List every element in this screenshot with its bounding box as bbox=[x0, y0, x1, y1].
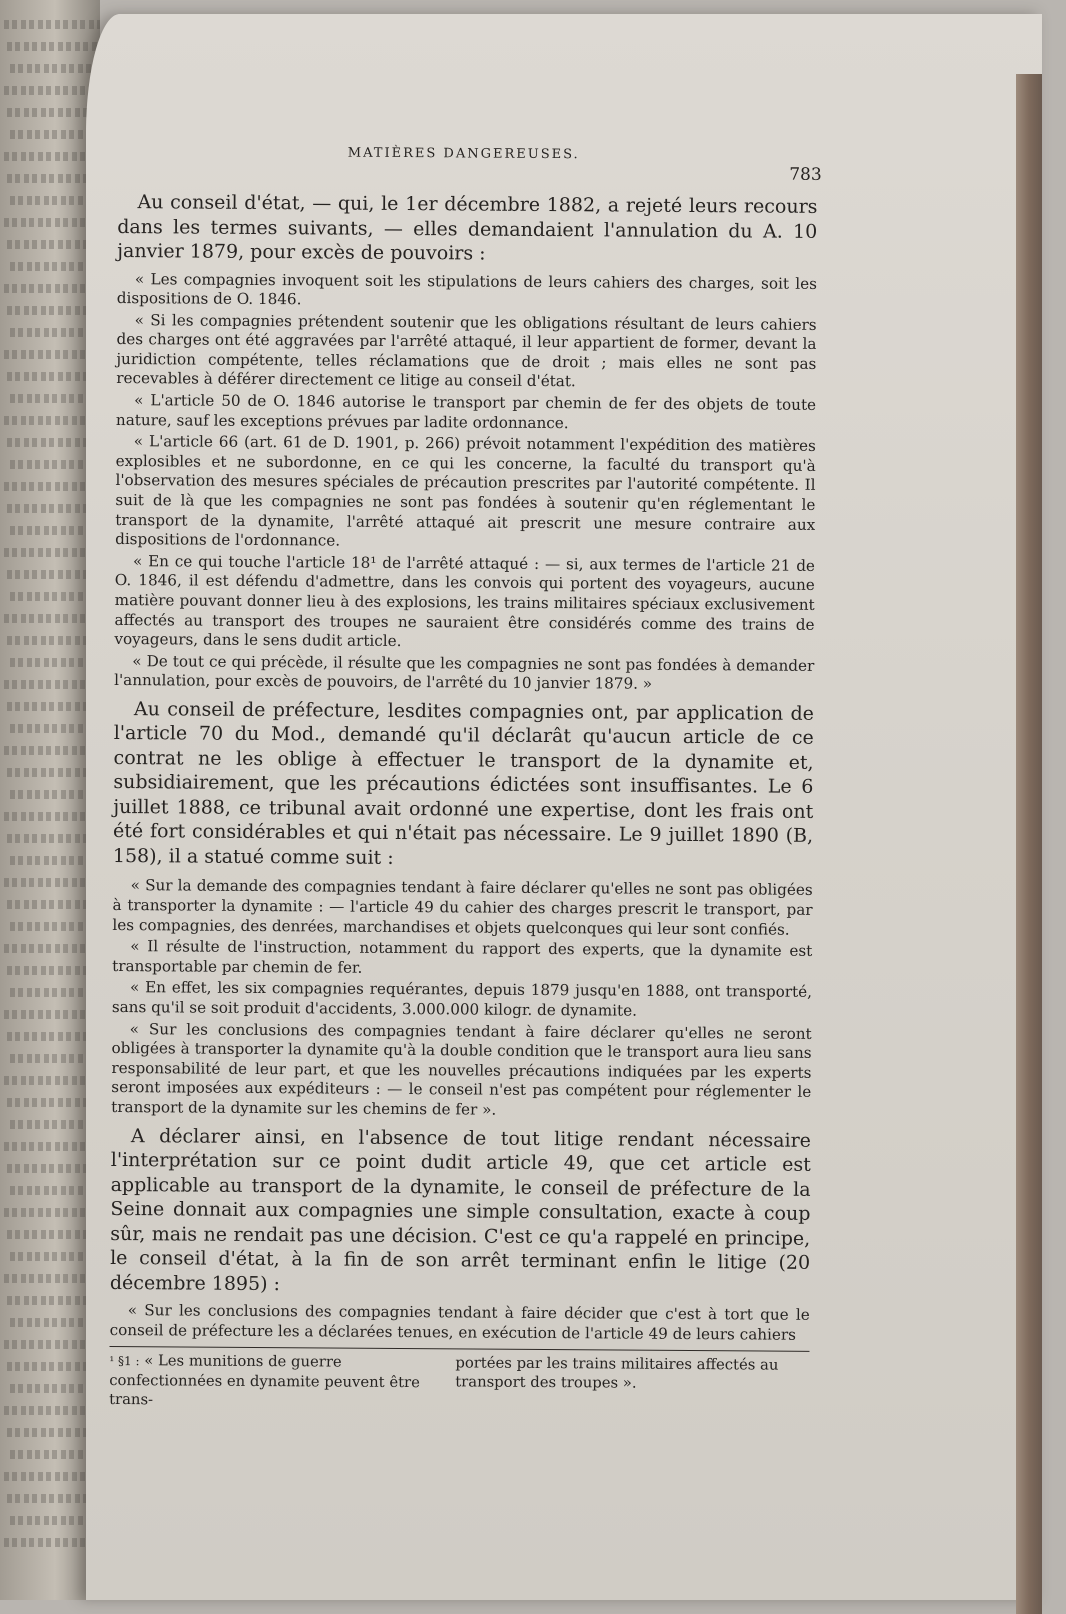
quote-paragraph: « L'article 66 (art. 61 de D. 1901, p. 266) prévoit notamment l'expédition des matières explosibles et ne subordonne, en ce qui les concerne, la faculté du transport qu'à l'observation des mesures spéciales de précaution prescrites par l'autorité compétente. Il suit de là que les compagnies ne sont pas fondées à soutenir qu'en réglementant le transport de la dynamite, l'arrêté attaqué ait prescrit une mesure contraire aux dispositions de l'ordonnance. bbox=[115, 432, 816, 550]
running-head: MATIÈRES DANGEREUSES. bbox=[347, 145, 580, 163]
footnote-marker: ¹ §1 : bbox=[109, 1354, 140, 1369]
footnote-right-text: portées par les trains militaires affectés au transport des troupes ». bbox=[455, 1354, 779, 1392]
page-text-block bbox=[109, 128, 822, 1414]
facing-page-text-line bbox=[10, 64, 100, 73]
footnote-right-column bbox=[455, 1354, 805, 1414]
quote-block-1 bbox=[114, 269, 817, 695]
facing-page-text-line bbox=[4, 86, 100, 95]
quote-paragraph: « Sur les conclusions des compagnies tendant à faire décider que c'est à tort que le conseil de préfecture les a déclarées tenues, en exécution de l'article 49 de leurs cahiers bbox=[109, 1301, 810, 1344]
footnote-left-text: « Les munitions de guerre confectionnées en dynamite peuvent être trans- bbox=[109, 1352, 420, 1409]
quote-paragraph: « Il résulte de l'instruction, notamment du rapport des experts, que la dynamite est transportable par chemin de fer. bbox=[112, 937, 813, 977]
facing-page-edge bbox=[0, 0, 100, 1600]
footnote bbox=[109, 1351, 809, 1414]
body-paragraph: A déclarer ainsi, en l'absence de tout litige rendant nécessaire l'interprétation sur ce point dudit article 49, que cet article est applicable au transport de la dynamite, le conseil de préfecture de la Seine donnait aux compagnies une simple consultation, exacte à coup sûr, mais ne rendait pas une décision. C'est ce qu'a rappelé en principe, le conseil d'état, à la fin de son arrêt terminant enfin le litige (20 décembre 1895) : bbox=[109, 1124, 812, 1295]
quote-paragraph: « Si les compagnies prétendent soutenir que les obligations résultant de leurs cahiers des charges ont été aggravées par l'arrêté attaqué, il leur appartient de former, devant la juridiction compétente, telles réclamations que de droit ; mais elles ne sont pas recevables à déférer directement ce litige au conseil d'état. bbox=[116, 310, 817, 391]
page-header bbox=[118, 128, 822, 185]
quote-paragraph: « De tout ce qui précède, il résulte que les compagnies ne sont pas fondées à demander l'annulation, pour excès de pouvoirs, de l'arrêté du 10 janvier 1879. » bbox=[114, 651, 815, 694]
body-paragraph: Au conseil de préfecture, lesdites compagnies ont, par application de l'article 70 du Mod., demandé qu'il déclarât qu'aucun article de ce contrat ne les oblige à effectuer le transport de la dynamite et, subsidiairement, que les précautions édictées sont insuffisantes. Le 6 juillet 1888, ce tribunal avait ordonné une expertise, dont les frais ont été fort considérables et qui n'était pas nécessaire. Le 9 juillet 1890 (B, 158), il a statué comme suit : bbox=[112, 698, 815, 869]
page-stack-edge bbox=[1016, 74, 1042, 1614]
quote-paragraph: « Les compagnies invoquent soit les stipulations de leurs cahiers des charges, soit les dispositions de O. 1846. bbox=[116, 269, 817, 309]
quote-paragraph: « En ce qui touche l'article 18¹ de l'arrêté attaqué : — si, aux termes de l'article 21 de O. 1846, il est défendu d'admettre, dans les convois qui portent des voyageurs, aucune matière pouvant donner lieu à des explosions, les trains militaires spéciaux exclusivement affectés au transport des troupes ne sauraient être considérés comme des trains de voyageurs, dans le sens dudit article. bbox=[114, 551, 816, 651]
page-number: 783 bbox=[789, 164, 822, 185]
intro-paragraph: Au conseil d'état, — qui, le 1er décembre 1882, a rejeté leurs recours dans les termes suivants, — elles demandaient l'annulation du A. 10 janvier 1879, pour excès de pouvoirs : bbox=[117, 191, 818, 265]
quote-paragraph: « L'article 50 de O. 1846 autorise le transport par chemin de fer des objets de toute nature, sauf les exceptions prévues par ladite ordonnance. bbox=[115, 391, 817, 432]
quote-paragraph: « Sur les conclusions des compagnies tendant à faire déclarer qu'elles ne seront obligées à transporter la dynamite qu'à la double condition que le transport aura lieu sans responsabilité de leur part, et que les nouvelles précautions indiquées par les experts seront imposées aux expéditeurs : — le conseil n'est pas compétent pour réglementer le transport de la dynamite sur les chemins de fer ». bbox=[111, 1019, 812, 1119]
quote-paragraph: « Sur la demande des compagnies tendant à faire déclarer qu'elles ne sont pas obligées à transporter la dynamite : — l'article 49 du cahier des charges prescrit le transport, par les compagnies, des denrées, marchandises et objets quelconques qui leur sont confiés. bbox=[112, 876, 813, 939]
quote-block-2 bbox=[111, 876, 813, 1122]
facing-page-text-line bbox=[7, 42, 100, 51]
facing-page-text-line bbox=[4, 20, 100, 29]
footnote-left-column bbox=[109, 1351, 429, 1411]
quote-paragraph: « En effet, les six compagnies requérantes, depuis 1879 jusqu'en 1888, ont transporté, sans qu'il se soit produit d'accidents, 3.000.000 kilogr. de dynamite. bbox=[111, 978, 813, 1020]
quote-block-3 bbox=[110, 1301, 810, 1345]
